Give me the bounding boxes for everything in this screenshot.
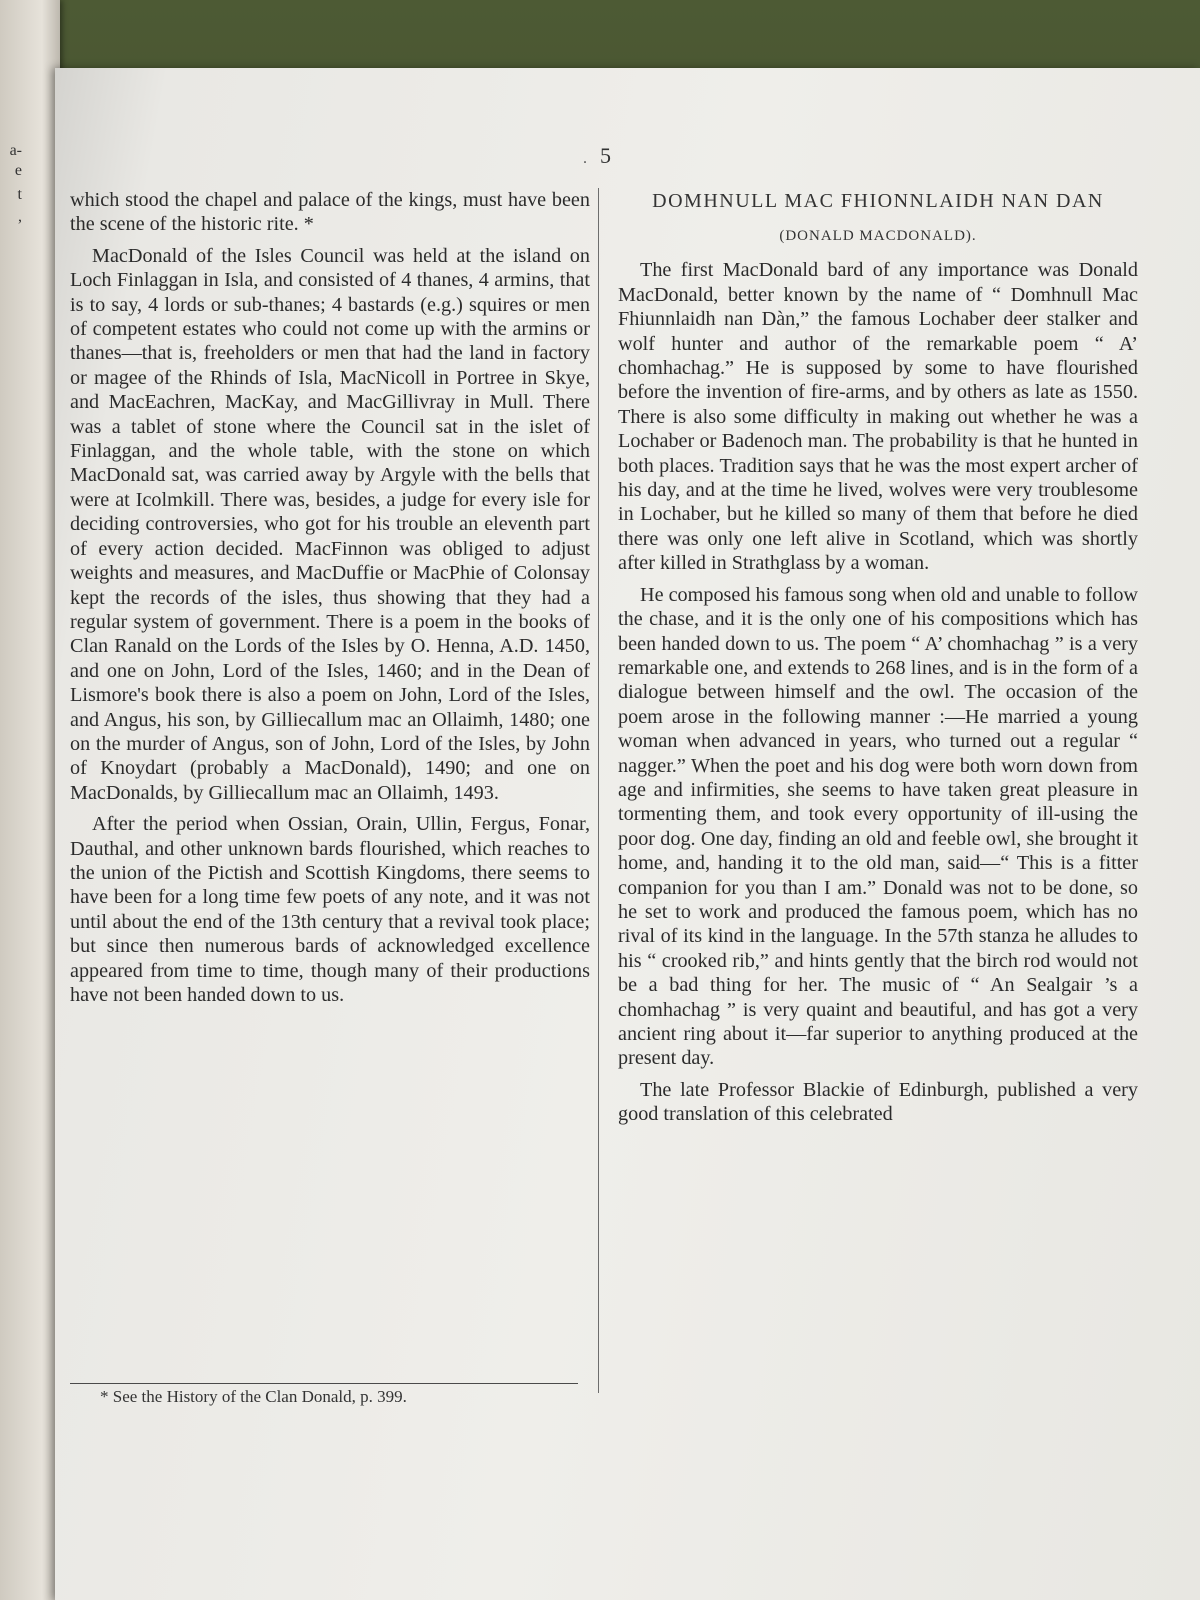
paragraph: MacDonald of the Isles Council was held at the island on Loch Finlaggan in Isla, and consisted of 4 thanes, 4 armins, that is to say, 4 lords or sub-thanes; 4 bastards (e.g.) squires or men of competent estates who could not come up with the armins or thanes—that is, freeholders or men that had the land in factory or magee of the Rhinds of Isla, MacNicoll in Portree in Skye, and MacEachren, MacKay, and MacGillivray in Mull. There was a tablet of stone where the Council sat in the islet of Finlaggan, and the whole table, with the stone on which MacDonald sat, was carried away by Argyle with the bells that were at Icolmkill. There was, besides, a judge for every isle for deciding controversies, who got for his trouble an eleventh part of every action decided. MacFinnon was obliged to adjust weights and measures, and MacDuffie or MacPhie of Colonsay kept the records of the isles, thus showing that they had a regular system of government. There is a poem in the books of Clan Ranald on the Lords of the Isles by O. Henna, A.D. 1450, and one on John, Lord of the Isles, 1460; and in the Dean of Lismore's book there is also a poem on John, Lord of the Isles, and Angus, his son, by Gilliecallum mac an Ollaimh, 1480; one on the murder of Angus, son of John, Lord of the Isles, by John of Knoydart (probably a MacDonald), 1490; and one on MacDonalds, by Gilliecallum mac an Ollaimh, 1493.: [70, 244, 590, 804]
edge-letter: ,: [18, 208, 22, 225]
edge-letter: a-: [9, 142, 22, 159]
right-column: [618, 188, 1138, 1127]
paragraph: After the period when Ossian, Orain, Ullin, Fergus, Fonar, Dauthal, and other unknown bards flourished, which reaches to the union of the Pictish and Scottish Kingdoms, there seems to have been for a long time few poets of any note, and it was not until about the end of the 13th century that a revival took place; but since then numerous bards of acknowledged excellence appeared from time to time, though many of their productions have not been handed down to us.: [70, 813, 590, 1006]
left-column: [70, 188, 590, 1007]
column-divider: [598, 188, 599, 1393]
footnote: * See the History of the Clan Donald, p. 399.: [100, 1387, 407, 1406]
section-heading: DOMHNULL MAC FHIONNLAIDH NAN DAN: [652, 190, 1104, 212]
paragraph: He composed his famous song when old and unable to follow the chase, and it is the only one of his compositions which has been handed down to us. The poem “ A’ chomhachag ” is a very remarkable one, and extends to 268 lines, and is in the form of a dialogue between himself and the owl. The occasion of the poem arose in the following manner :—He married a young woman when advanced in years, who turned out a regular “ nagger.” When the poet and his dog were both worn down from age and infirmities, she seems to have taken great pleasure in tormenting them, and took every opportunity of ill-using the poor dog. One day, finding an old and feeble owl, she brought it home, and, handing it to the old man, said—“ This is a fitter companion for you than I am.” Donald was not to be done, so he set to work and produced the famous poem, which has no rival of its kind in the language. In the 57th stanza he alludes to his “ crooked rib,” and hints gently that the birch rod would not be a bad thing for her. The music of “ An Sealgair ’s a chomhachag ” is very quaint and beautiful, and has got a very ancient ring about it—far superior to anything produced at the present day.: [618, 583, 1138, 1070]
page-number-dot: .: [583, 150, 587, 167]
paragraph: which stood the chapel and palace of the kings, must have been the scene of the historic rite. *: [70, 189, 590, 236]
section-subheading: (DONALD MACDONALD).: [779, 228, 977, 244]
edge-letter: e: [14, 162, 22, 179]
paragraph: The first MacDonald bard of any importance was Donald MacDonald, better known by the name of “ Domhnull Mac Fhiunnlaidh nan Dàn,” the famous Lochaber deer stalker and wolf hunter and author of the remarkable poem “ A’ chomhachag.” He is supposed by some to have flourished before the invention of fire-arms, and by others as late as 1550. There is also some difficulty in making out whether he was a Lochaber or Badenoch man. The probability is that he hunted in both places. Tradition says that he was the most expert archer of his day, and at the time he lived, wolves were very troublesome in Lochaber, but he killed so many of them that before he died there was only one left alive in Scotland, which was shortly after killed in Strathglass by a woman.: [618, 259, 1138, 575]
page-number: 5: [600, 143, 611, 168]
footnote-rule: [70, 1383, 578, 1384]
edge-letter: t: [17, 186, 22, 203]
previous-page-edge: [0, 0, 60, 1600]
paragraph: The late Professor Blackie of Edinburgh, published a very good translation of this celebrated: [618, 1078, 1138, 1126]
